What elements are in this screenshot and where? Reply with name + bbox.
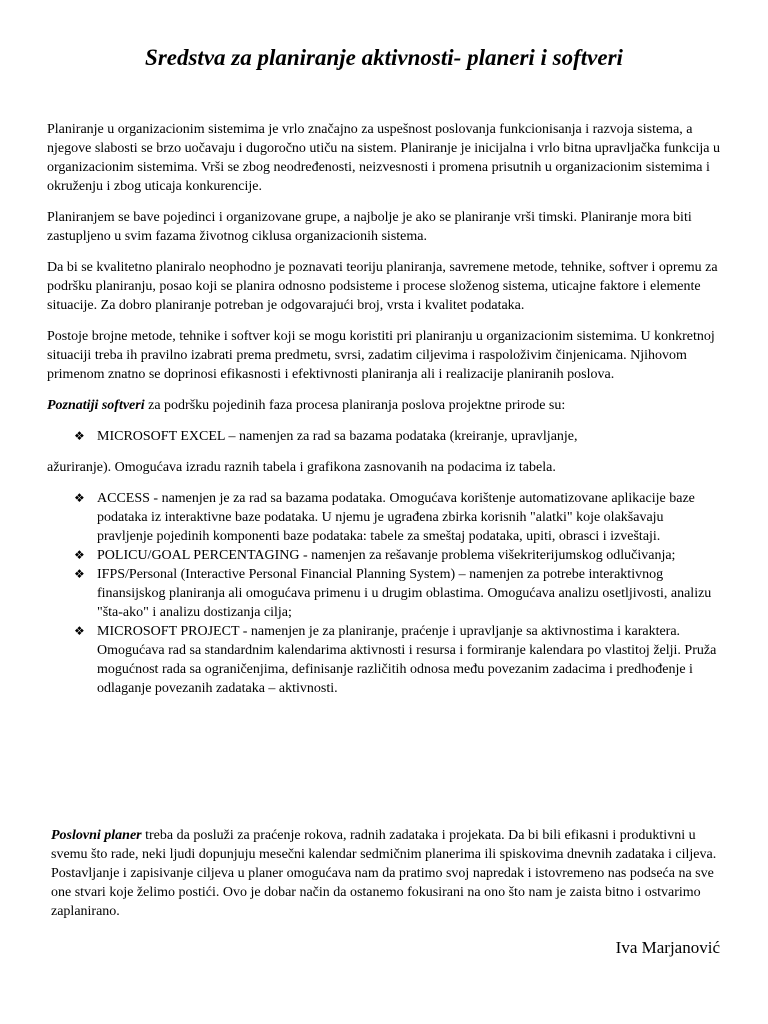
- tool-item-policu: [47, 546, 723, 565]
- diamond-bullet-icon: ❖: [74, 567, 85, 581]
- diamond-bullet-icon: ❖: [74, 624, 85, 638]
- tool-item-ifps: [47, 565, 723, 622]
- diamond-bullet-icon: ❖: [74, 491, 85, 505]
- software-intro-rest: za podršku pojedinih faza procesa planiranja poslova projektne prirode su:: [144, 398, 566, 413]
- software-intro-lead: Poznatiji softveri: [47, 398, 145, 413]
- planer-lead: Poslovni planer: [51, 828, 142, 843]
- tool-item-excel-continuation: ažuriranje). Omogućava izradu raznih tabela i grafikona zasnovanih na podacima iz tabela.: [47, 460, 556, 475]
- tool-item-text: MICROSOFT PROJECT - namenjen je za planiranje, praćenje i upravljanje sa aktivnostima i karaktera. Omogućava rad sa standardnim kalendarima aktivnosti i resursa i formiranje kalendara po vlastitoj želji. Pruža mogućnost rada sa ograničenjima, definisanje različitih odnosa među povezanim zadacima i predhođenje i odlaganje povezanih zadataka – aktivnosti.: [97, 624, 717, 696]
- tool-item-text: IFPS/Personal (Interactive Personal Financial Planning System) – namenjen za potrebe interaktivnog finansijskog planiranja ali omogućava primenu i u drugim oblastima. Omogućava analizu osetljivosti, analizu "šta-ako" i analizu dostizanja cilja;: [97, 567, 712, 620]
- document-title: Sredstva za planiranje aktivnosti- planeri i softveri: [145, 45, 623, 70]
- diamond-bullet-icon: ❖: [74, 548, 85, 562]
- tool-item-access: [47, 489, 723, 546]
- tools-list: [47, 489, 723, 698]
- document-body: [47, 120, 723, 698]
- tool-item-text: POLICU/GOAL PERCENTAGING - namenjen za rešavanje problema višekriterijumskog odlučivanja;: [97, 548, 676, 563]
- tool-item-text: ACCESS - namenjen je za rad sa bazama podataka. Omogućava korištenje automatizovane aplikacije baze podataka iz interaktivne baze podataka. U njemu je ugrađena zbirka korisnih "alatki" koje olakšavaju pravljenje pojedinih komponenti baze podataka: tabele za smeštaj podataka, upiti, obrasci i izveštaji.: [97, 491, 695, 544]
- diamond-bullet-icon: ❖: [74, 429, 85, 443]
- planer-rest: treba da posluži za praćenje rokova, radnih zadataka i projekata. Da bi bili efikasni i produktivni u svemu što rade, neki ljudi dopunjuju mesečni kalendar sedmičnim planerima ili spiskovima dnevnih zadataka i ciljeva. Postavljanje i zapisivanje ciljeva u planer omogućava nam da pratimo svoj napredak i istovremeno nas podseća na sve one stvari koje želimo postići. Ovo je dobar način da ostanemo fokusirani na ono što nam je zaista bitno i ostvarimo zaplanirano.: [51, 828, 717, 919]
- paragraph-intro: Planiranje u organizacionim sistemima je vrlo značajno za uspešnost poslovanja funkcionisanja i razvoja sistema, a njegove slabosti se brzo uočavaju i dugoročno utiču na sistem. Planiranje je inicijalna i vrlo bitna upravljačka funkcija u organizacionim sistemima. Vrši se zbog neodređenosti, neizvesnosti i promena prisutnih u organizacionim sistemima i okruženju i zbog uticaja konkurencije.: [47, 122, 720, 194]
- paragraph-planer: [51, 826, 721, 921]
- author-signature: Iva Marjanović: [615, 938, 720, 957]
- paragraph-methods: Postoje brojne metode, tehnike i softver koji se mogu koristiti pri planiranju u organizacionim sistemima. U konkretnoj situaciji treba ih pravilno izabrati prema predmetu, svrsi, zadatim ciljevima i raspoloživim činjenicama. Njihovom primenom znatno se doprinosi efikasnosti i efektivnosti planiranja ali i realizacije planiranih poslova.: [47, 329, 715, 382]
- paragraph-quality: Da bi se kvalitetno planiralo neophodno je poznavati teoriju planiranja, savremene metode, tehnike, softver i opremu za podršku planiranju, posao koji se planira odnosno podsisteme i procese složenog sistema, uticajne faktore i elemente situacije. Za dobro planiranje potreban je odgovarajući broj, vrsta i kvalitet podataka.: [47, 260, 718, 313]
- paragraph-teams: Planiranjem se bave pojedinci i organizovane grupe, a najbolje je ako se planiranje vrši timski. Planiranje mora biti zastupljeno u svim fazama životnog ciklusa organizacionih sistema.: [47, 210, 692, 244]
- software-intro: [47, 396, 723, 415]
- tool-item-project: [47, 622, 723, 698]
- tool-item-excel-text: MICROSOFT EXCEL – namenjen za rad sa bazama podataka (kreiranje, upravljanje,: [97, 429, 578, 444]
- tool-item-excel: [47, 427, 723, 446]
